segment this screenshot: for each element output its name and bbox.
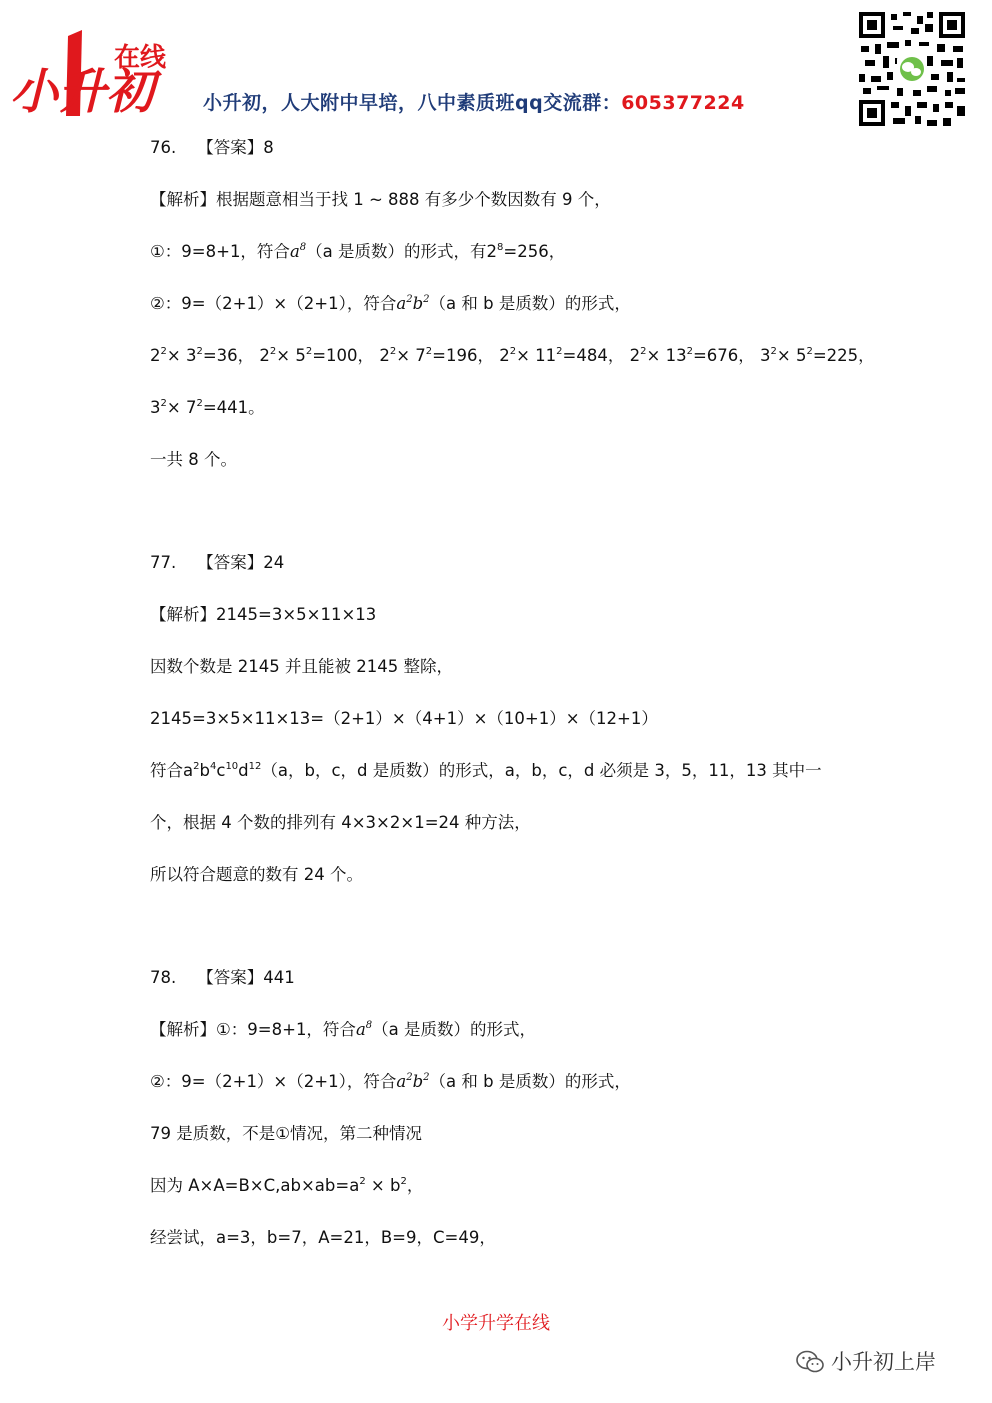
q76-product-last: $3^2\times 7^2=441$。 xyxy=(150,398,265,417)
q76-case-1: ①：9=8+1，符合$a^8(a$ 是质数）的形式，有$2^8=256$， xyxy=(150,242,566,261)
header-banner xyxy=(203,88,745,115)
math-a8: $a^8$ xyxy=(289,242,307,261)
qr-code-icon xyxy=(857,10,967,128)
q78-analysis: 【解析】①：9=8+1，符合$a^8(a$ 是质数）的形式， xyxy=(150,1020,537,1039)
watermark xyxy=(795,1346,936,1376)
q78-header xyxy=(150,966,295,990)
logo-main-text: 小升初 xyxy=(10,64,155,120)
q77-line-2: 因数个数是 2145 并且能被 2145 整除， xyxy=(150,657,453,676)
q77-number: 77. xyxy=(150,553,177,572)
q78-number: 78. xyxy=(150,968,177,987)
q78-line-2: ②：9=（2+1）×（2+1），符合$a^2b^2(a$ 和 b 是质数）的形式， xyxy=(150,1072,631,1091)
math-2-8: $2^8$ xyxy=(486,242,504,261)
watermark-text: 小升初上岸 xyxy=(831,1350,936,1374)
wechat-icon xyxy=(795,1349,825,1375)
q78-line-4: 因为 $A\times A=B\times C,ab\times ab=a^2 \times b^2$， xyxy=(150,1176,424,1195)
q76-number: 76. xyxy=(150,138,177,157)
qq-group-number: 605377224 xyxy=(621,92,745,114)
math-a2b2-2: $a^2b^2$ xyxy=(396,1072,430,1091)
q77-analysis: 【解析】2145=3×5×11×13 xyxy=(150,605,377,624)
q77-header xyxy=(150,551,284,575)
q77-line-5: 个，根据 4 个数的排列有 4×3×2×1=24 种方法， xyxy=(150,813,531,832)
q77-line-3: 2145=3×5×11×13=（2+1）×（4+1）×（10+1）×（12+1） xyxy=(150,709,658,728)
q76-answer: 【答案】8 xyxy=(197,138,274,157)
q76-analysis: 【解析】根据题意相当于找 1 ~ 888 有多少个数因数有 9 个， xyxy=(150,190,611,209)
q76-total: 一共 8 个。 xyxy=(150,450,237,469)
math-a8-2: $a^8$ xyxy=(355,1020,373,1039)
banner-text: 小升初，人大附中早培，八中素质班qq交流群： xyxy=(203,92,622,114)
q76-header xyxy=(150,136,274,160)
q78-line-5: 经尝试，a=3，b=7，A=21，B=9，C=49， xyxy=(150,1228,496,1247)
q78-line-3: 79 是质数，不是①情况，第二种情况 xyxy=(150,1124,423,1143)
footer-site-name: 小学升学在线 xyxy=(442,1313,550,1334)
q76-products: $2^2\times 3^2=36$， $2^2\times 5^2=100$， $2^2\times 7^2=196$， $2^2\times 11^2=484$， $2^2\times 13^2=676$， $3^2\times 5^2=225$， xyxy=(150,346,875,365)
math-a2b2: $a^2b^2$ xyxy=(396,294,430,313)
logo xyxy=(10,28,170,120)
q77-line-4: 符合$a^2b^4c^{10}d^{12}(a$，b，c，d 是质数）的形式，a，b，c，d 必须是 3，5，11，13 其中一 xyxy=(150,761,822,780)
math-a2b4c10d12: $a^2b^4c^{10}d^{12}$ xyxy=(183,761,262,780)
q76-case-2: ②：9=（2+1）×（2+1），符合$a^2b^2(a$ 和 b 是质数）的形式， xyxy=(150,294,631,313)
q78-answer: 【答案】441 xyxy=(197,968,295,987)
q77-line-6: 所以符合题意的数有 24 个。 xyxy=(150,865,363,884)
logo-small-text: 在线 xyxy=(114,43,167,73)
q77-answer: 【答案】24 xyxy=(197,553,285,572)
